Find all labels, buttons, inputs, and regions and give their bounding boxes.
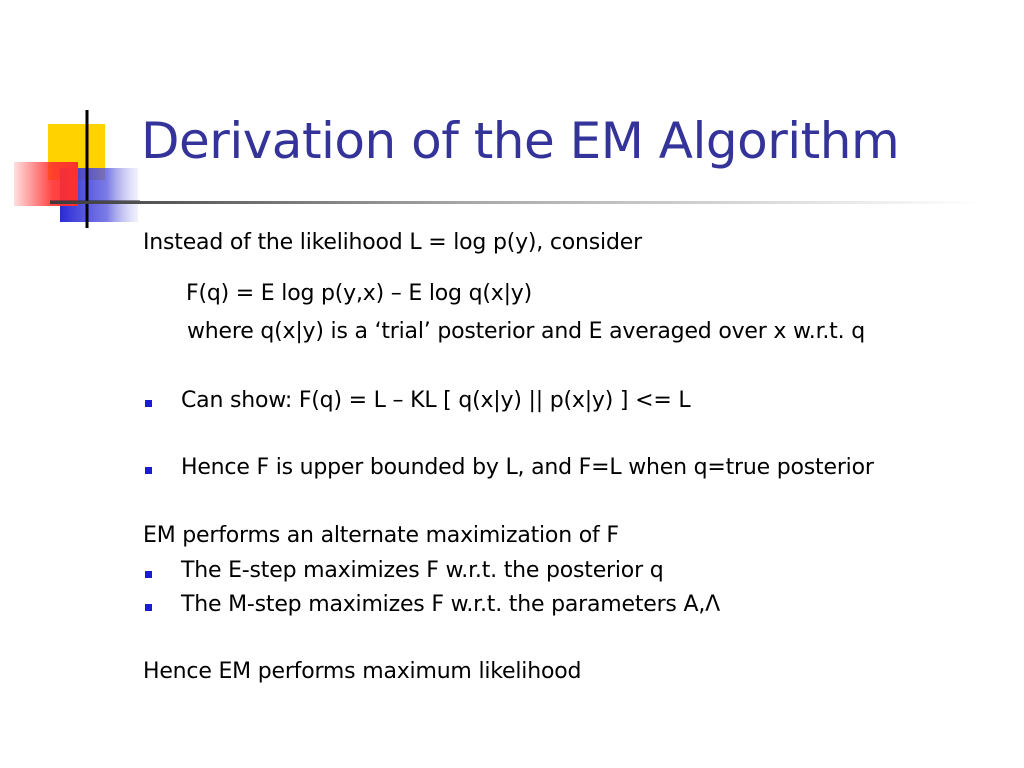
bullet-icon — [145, 571, 152, 578]
bullet-icon — [145, 467, 152, 474]
red-square — [14, 162, 78, 206]
formula-explanation: where q(x|y) is a ‘trial’ posterior and E averaged over x w.r.t. q — [187, 319, 865, 344]
bullet-upper-bound: Hence F is upper bounded by L, and F=L when q=true posterior — [181, 455, 874, 480]
bullet-can-show: Can show: F(q) = L – KL [ q(x|y) || p(x|y) ] <= L — [181, 388, 691, 413]
title-underline — [50, 201, 980, 204]
slide-title: Derivation of the EM Algorithm — [141, 112, 900, 170]
conclusion-line: Hence EM performs maximum likelihood — [143, 659, 582, 684]
bullet-m-step: The M-step maximizes F w.r.t. the parameters A,Λ — [181, 592, 720, 617]
bullet-icon — [145, 400, 152, 407]
bullet-e-step: The E-step maximizes F w.r.t. the posterior q — [181, 558, 664, 583]
intro-line: Instead of the likelihood L = log p(y), consider — [143, 230, 642, 255]
formula-line: F(q) = E log p(y,x) – E log q(x|y) — [186, 281, 532, 306]
title-decoration — [0, 0, 140, 240]
em-alternate-line: EM performs an alternate maximization of F — [143, 523, 619, 548]
bullet-icon — [145, 604, 152, 611]
